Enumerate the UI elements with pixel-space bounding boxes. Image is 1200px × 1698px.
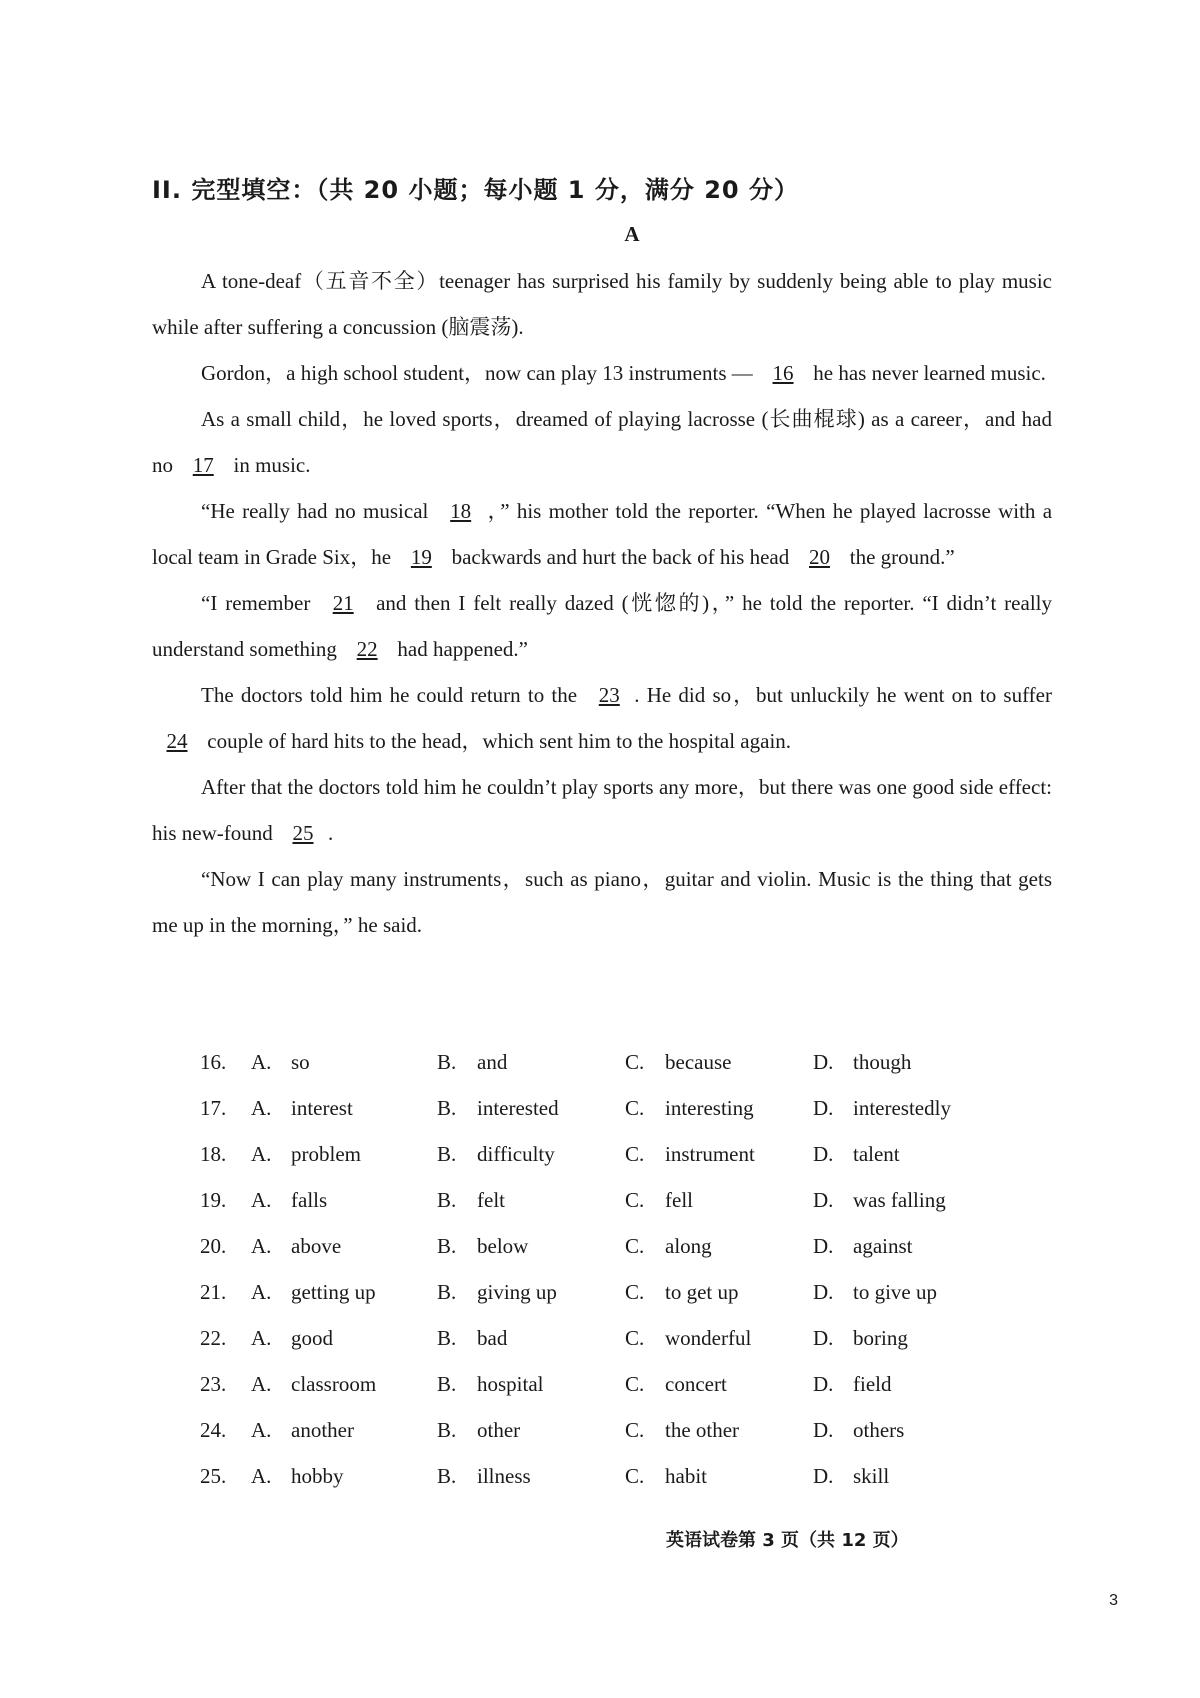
- option-letter: D.: [813, 1371, 834, 1396]
- page-number: 3: [1109, 1592, 1118, 1609]
- option-letter: B.: [437, 1187, 457, 1212]
- option-letter: B.: [437, 1371, 457, 1396]
- option-text: to give up: [853, 1279, 937, 1304]
- option-text: interesting: [665, 1095, 754, 1120]
- option-b: [437, 1142, 625, 1167]
- blank-20: 20: [808, 545, 830, 569]
- option-c: [625, 1326, 813, 1351]
- option-letter: D.: [813, 1463, 834, 1488]
- passage-body: [152, 258, 1052, 948]
- option-text: the other: [665, 1417, 740, 1442]
- passage-text: couple of hard hits to the head，which sent him to the hospital again.: [202, 729, 792, 753]
- option-letter: B.: [437, 1279, 457, 1304]
- option-text: skill: [853, 1463, 890, 1488]
- option-text: another: [291, 1417, 354, 1442]
- option-text: and: [477, 1049, 508, 1074]
- option-text: illness: [477, 1463, 531, 1488]
- option-text: problem: [291, 1141, 361, 1166]
- option-d: [813, 1280, 1013, 1305]
- passage-text: “Now I can play many instruments，such as piano，guitar and violin. Music is the thing that gets me up in the morning，” he said.: [152, 867, 1052, 937]
- blank-22: 22: [356, 637, 378, 661]
- passage-text: Gordon，a high school student，now can play 13 instruments —: [201, 361, 759, 385]
- question-row-24: [200, 1407, 1050, 1453]
- option-letter: A.: [251, 1049, 272, 1074]
- passage-text: A tone-deaf（五音不全）teenager has surprised his family by suddenly being able to play music while after suffering a concussion (脑震荡).: [152, 269, 1052, 339]
- option-letter: B.: [437, 1325, 457, 1350]
- option-letter: D.: [813, 1141, 834, 1166]
- option-c: [625, 1050, 813, 1075]
- question-number: 21.: [200, 1279, 227, 1304]
- option-letter: A.: [251, 1141, 272, 1166]
- option-text: getting up: [291, 1279, 376, 1304]
- question-number: 25.: [200, 1463, 227, 1488]
- option-d: [813, 1050, 1013, 1075]
- passage-text: and then I felt really dazed (恍惚的)，” he told the reporter. “I didn’t really understand something: [152, 591, 1052, 661]
- passage-paragraph: [152, 764, 1052, 856]
- option-a: [251, 1464, 437, 1489]
- blank-19: 19: [410, 545, 432, 569]
- option-letter: A.: [251, 1417, 272, 1442]
- option-letter: A.: [251, 1371, 272, 1396]
- option-letter: D.: [813, 1049, 834, 1074]
- option-text: boring: [853, 1325, 908, 1350]
- option-letter: B.: [437, 1417, 457, 1442]
- option-letter: D.: [813, 1187, 834, 1212]
- passage-text: The doctors told him he could return to the: [201, 683, 585, 707]
- option-text: giving up: [477, 1279, 557, 1304]
- option-b: [437, 1050, 625, 1075]
- option-text: against: [853, 1233, 913, 1258]
- option-letter: B.: [437, 1095, 457, 1120]
- option-text: so: [291, 1049, 310, 1074]
- option-letter: C.: [625, 1463, 645, 1488]
- option-letter: C.: [625, 1417, 645, 1442]
- question-row-23: [200, 1361, 1050, 1407]
- option-text: concert: [665, 1371, 727, 1396]
- option-letter: A.: [251, 1325, 272, 1350]
- answer-options: [200, 1039, 1050, 1499]
- option-a: [251, 1188, 437, 1213]
- option-letter: C.: [625, 1141, 645, 1166]
- passage-text: ，” his mother told the reporter. “When he played lacrosse with a local team in Grade Six，he: [152, 499, 1053, 569]
- option-a: [251, 1280, 437, 1305]
- option-text: interested: [477, 1095, 559, 1120]
- passage-text: the ground.”: [844, 545, 955, 569]
- option-d: [813, 1188, 1013, 1213]
- blank-25: 25: [292, 821, 314, 845]
- page-footer: 英语试卷第 3 页（共 12 页）: [666, 1530, 909, 1551]
- option-text: interestedly: [853, 1095, 951, 1120]
- option-text: falls: [291, 1187, 328, 1212]
- question-number: 20.: [200, 1233, 227, 1258]
- option-c: [625, 1188, 813, 1213]
- passage-paragraph: [152, 258, 1052, 350]
- question-row-20: [200, 1223, 1050, 1269]
- option-letter: D.: [813, 1233, 834, 1258]
- option-letter: C.: [625, 1233, 645, 1258]
- option-letter: A.: [251, 1279, 272, 1304]
- option-letter: B.: [437, 1463, 457, 1488]
- option-b: [437, 1372, 625, 1397]
- option-text: interest: [291, 1095, 353, 1120]
- question-row-18: [200, 1131, 1050, 1177]
- option-b: [437, 1418, 625, 1443]
- option-b: [437, 1096, 625, 1121]
- option-text: good: [291, 1325, 333, 1350]
- option-text: though: [853, 1049, 912, 1074]
- option-text: wonderful: [665, 1325, 752, 1350]
- option-c: [625, 1418, 813, 1443]
- passage-letter: A: [624, 222, 640, 246]
- option-letter: C.: [625, 1095, 645, 1120]
- option-d: [813, 1464, 1013, 1489]
- option-letter: C.: [625, 1371, 645, 1396]
- passage-paragraph: [152, 580, 1052, 672]
- option-letter: B.: [437, 1049, 457, 1074]
- option-text: below: [477, 1233, 529, 1258]
- passage-paragraph: [152, 350, 1052, 396]
- option-text: fell: [665, 1187, 693, 1212]
- passage-text: . He did so，but unluckily he went on to suffer: [634, 683, 1052, 707]
- option-a: [251, 1372, 437, 1397]
- option-b: [437, 1234, 625, 1259]
- option-letter: D.: [813, 1325, 834, 1350]
- option-b: [437, 1280, 625, 1305]
- option-text: talent: [853, 1141, 900, 1166]
- question-number: 18.: [200, 1141, 227, 1166]
- option-text: because: [665, 1049, 732, 1074]
- option-text: bad: [477, 1325, 508, 1350]
- question-number: 17.: [200, 1095, 227, 1120]
- option-text: was falling: [853, 1187, 946, 1212]
- question-row-19: [200, 1177, 1050, 1223]
- option-d: [813, 1372, 1013, 1397]
- passage-text: After that the doctors told him he couldn’t play sports any more，but there was one good side effect: his new-found: [152, 775, 1052, 845]
- option-a: [251, 1234, 437, 1259]
- option-letter: C.: [625, 1049, 645, 1074]
- option-letter: C.: [625, 1325, 645, 1350]
- option-letter: A.: [251, 1095, 272, 1120]
- option-text: difficulty: [477, 1141, 555, 1166]
- question-number: 22.: [200, 1325, 227, 1350]
- passage-paragraph: [152, 488, 1052, 580]
- passage-text: had happened.”: [392, 637, 528, 661]
- passage-text: backwards and hurt the back of his head: [446, 545, 795, 569]
- option-c: [625, 1372, 813, 1397]
- option-text: habit: [665, 1463, 707, 1488]
- option-text: other: [477, 1417, 521, 1442]
- option-a: [251, 1096, 437, 1121]
- option-text: along: [665, 1233, 712, 1258]
- option-a: [251, 1418, 437, 1443]
- option-b: [437, 1188, 625, 1213]
- option-letter: A.: [251, 1233, 272, 1258]
- question-number: 23.: [200, 1371, 227, 1396]
- passage-text: “I remember: [201, 591, 319, 615]
- option-c: [625, 1234, 813, 1259]
- option-letter: D.: [813, 1095, 834, 1120]
- option-letter: A.: [251, 1463, 272, 1488]
- passage-paragraph: [152, 856, 1052, 948]
- option-b: [437, 1326, 625, 1351]
- question-row-22: [200, 1315, 1050, 1361]
- option-a: [251, 1326, 437, 1351]
- passage-text: .: [327, 821, 334, 845]
- blank-21: 21: [332, 591, 354, 615]
- blank-24: 24: [166, 729, 188, 753]
- blank-23: 23: [598, 683, 620, 707]
- option-letter: C.: [625, 1187, 645, 1212]
- passage-text: “He really had no musical: [201, 499, 436, 523]
- option-letter: C.: [625, 1279, 645, 1304]
- option-c: [625, 1464, 813, 1489]
- blank-18: 18: [450, 499, 472, 523]
- passage-text: As a small child，he loved sports，dreamed of playing lacrosse (长曲棍球) as a career，and had no: [152, 407, 1052, 477]
- option-c: [625, 1096, 813, 1121]
- question-row-21: [200, 1269, 1050, 1315]
- option-text: others: [853, 1417, 905, 1442]
- passage-text: he has never learned music.: [808, 361, 1046, 385]
- passage-text: in music.: [228, 453, 311, 477]
- option-letter: A.: [251, 1187, 272, 1212]
- option-c: [625, 1142, 813, 1167]
- option-a: [251, 1050, 437, 1075]
- option-d: [813, 1096, 1013, 1121]
- section-title: II. 完型填空：（共 20 小题；每小题 1 分，满分 20 分）: [152, 176, 799, 204]
- question-row-16: [200, 1039, 1050, 1085]
- option-d: [813, 1418, 1013, 1443]
- question-row-17: [200, 1085, 1050, 1131]
- option-letter: B.: [437, 1233, 457, 1258]
- option-b: [437, 1464, 625, 1489]
- question-number: 19.: [200, 1187, 227, 1212]
- option-text: field: [853, 1371, 892, 1396]
- question-number: 16.: [200, 1049, 227, 1074]
- option-a: [251, 1142, 437, 1167]
- option-c: [625, 1280, 813, 1305]
- blank-17: 17: [192, 453, 214, 477]
- option-text: hospital: [477, 1371, 544, 1396]
- option-letter: D.: [813, 1279, 834, 1304]
- option-text: classroom: [291, 1371, 377, 1396]
- option-text: felt: [477, 1187, 505, 1212]
- option-d: [813, 1326, 1013, 1351]
- option-letter: B.: [437, 1141, 457, 1166]
- question-number: 24.: [200, 1417, 227, 1442]
- passage-paragraph: [152, 672, 1052, 764]
- blank-16: 16: [772, 361, 794, 385]
- option-text: hobby: [291, 1463, 344, 1488]
- option-text: to get up: [665, 1279, 739, 1304]
- passage-paragraph: [152, 396, 1052, 488]
- question-row-25: [200, 1453, 1050, 1499]
- option-letter: D.: [813, 1417, 834, 1442]
- option-d: [813, 1142, 1013, 1167]
- option-text: instrument: [665, 1141, 755, 1166]
- option-text: above: [291, 1233, 342, 1258]
- option-d: [813, 1234, 1013, 1259]
